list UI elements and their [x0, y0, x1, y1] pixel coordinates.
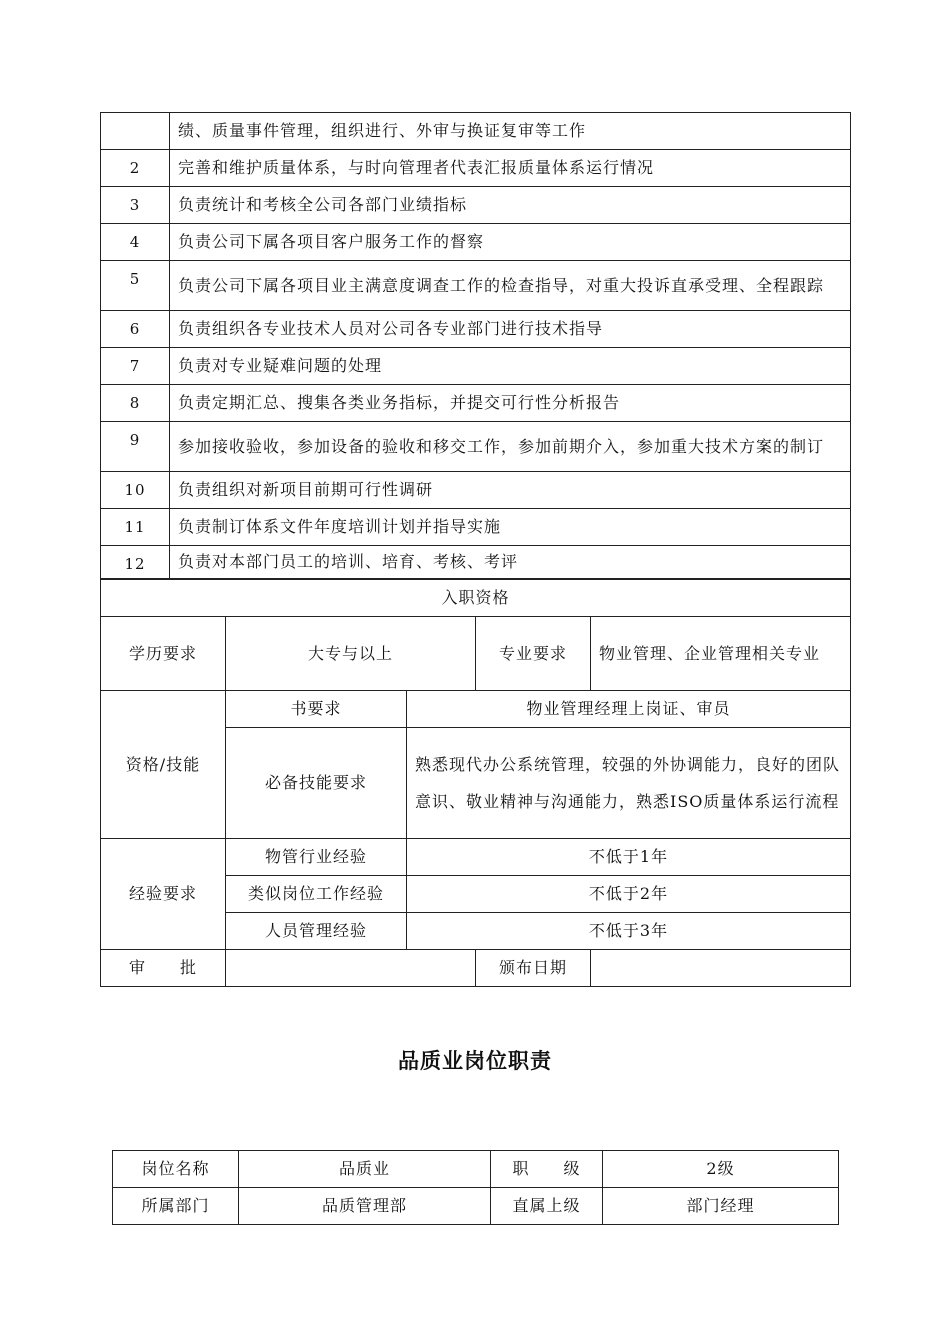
position-name-value: 品质业 [239, 1151, 491, 1188]
position-dept-label: 所属部门 [113, 1188, 239, 1225]
duty-row [101, 261, 851, 311]
duty-row [101, 422, 851, 472]
duty-number: 4 [101, 224, 170, 261]
duties-table [100, 112, 851, 579]
duty-text: 负责对专业疑难问题的处理 [170, 348, 851, 385]
duty-row [101, 224, 851, 261]
duty-text: 负责组织对新项目前期可行性调研 [170, 472, 851, 509]
skills-label: 必备技能要求 [226, 728, 407, 839]
position-dept-value: 品质管理部 [239, 1188, 491, 1225]
position-table [112, 1150, 839, 1225]
position-level-value: 2级 [603, 1151, 839, 1188]
education-label: 学历要求 [101, 617, 226, 691]
duty-row [101, 113, 851, 150]
exp2-label: 类似岗位工作经验 [226, 876, 407, 913]
position-superior-label: 直属上级 [491, 1188, 603, 1225]
position-name-label: 岗位名称 [113, 1151, 239, 1188]
exp1-label: 物管行业经验 [226, 839, 407, 876]
date-label: 颁布日期 [476, 950, 591, 987]
cert-label: 书要求 [226, 691, 407, 728]
duty-number: 5 [101, 261, 170, 311]
exp1-value: 不低于1年 [407, 839, 851, 876]
duty-row [101, 311, 851, 348]
exp3-value: 不低于3年 [407, 913, 851, 950]
duty-row [101, 348, 851, 385]
section-title: 品质业岗位职责 [398, 1048, 552, 1073]
duty-text: 完善和维护质量体系，与时向管理者代表汇报质量体系运行情况 [170, 150, 851, 187]
duty-row [101, 546, 851, 579]
duty-row [101, 385, 851, 422]
skills-value: 熟悉现代办公系统管理，较强的外协调能力，良好的团队意识、敬业精神与沟通能力，熟悉ISO质量体系运行流程 [407, 728, 851, 839]
duty-number [101, 113, 170, 150]
duty-number: 2 [101, 150, 170, 187]
duty-row [101, 509, 851, 546]
duty-text: 负责公司下属各项目业主满意度调查工作的检查指导，对重大投诉直承受理、全程跟踪 [170, 261, 851, 311]
duty-row [101, 150, 851, 187]
duty-number: 9 [101, 422, 170, 472]
duty-text: 负责对本部门员工的培训、培育、考核、考评 [170, 546, 851, 579]
exp2-value: 不低于2年 [407, 876, 851, 913]
duty-text: 负责公司下属各项目客户服务工作的督察 [170, 224, 851, 261]
major-value: 物业管理、企业管理相关专业 [591, 617, 851, 691]
duty-text: 负责定期汇总、搜集各类业务指标，并提交可行性分析报告 [170, 385, 851, 422]
major-label: 专业要求 [476, 617, 591, 691]
duty-number: 8 [101, 385, 170, 422]
cert-value: 物业管理经理上岗证、审员 [407, 691, 851, 728]
duty-number: 7 [101, 348, 170, 385]
duty-row [101, 472, 851, 509]
position-level-label: 职 级 [491, 1151, 603, 1188]
position-superior-value: 部门经理 [603, 1188, 839, 1225]
duty-row [101, 187, 851, 224]
exp3-label: 人员管理经验 [226, 913, 407, 950]
duty-number: 3 [101, 187, 170, 224]
duty-number: 12 [101, 546, 170, 579]
approval-label: 审 批 [101, 950, 226, 987]
duty-text: 负责制订体系文件年度培训计划并指导实施 [170, 509, 851, 546]
duty-text: 参加接收验收，参加设备的验收和移交工作，参加前期介入，参加重大技术方案的制订 [170, 422, 851, 472]
duty-text: 绩、质量事件管理，组织进行、外审与换证复审等工作 [170, 113, 851, 150]
date-value [591, 950, 851, 987]
experience-label: 经验要求 [101, 839, 226, 950]
approval-value [226, 950, 476, 987]
duty-number: 10 [101, 472, 170, 509]
qualification-header: 入职资格 [101, 580, 851, 617]
duty-text: 负责组织各专业技术人员对公司各专业部门进行技术指导 [170, 311, 851, 348]
duty-number: 6 [101, 311, 170, 348]
education-value: 大专与以上 [226, 617, 476, 691]
qualification-table [100, 579, 851, 987]
duty-text: 负责统计和考核全公司各部门业绩指标 [170, 187, 851, 224]
duty-number: 11 [101, 509, 170, 546]
skill-label: 资格/技能 [101, 691, 226, 839]
